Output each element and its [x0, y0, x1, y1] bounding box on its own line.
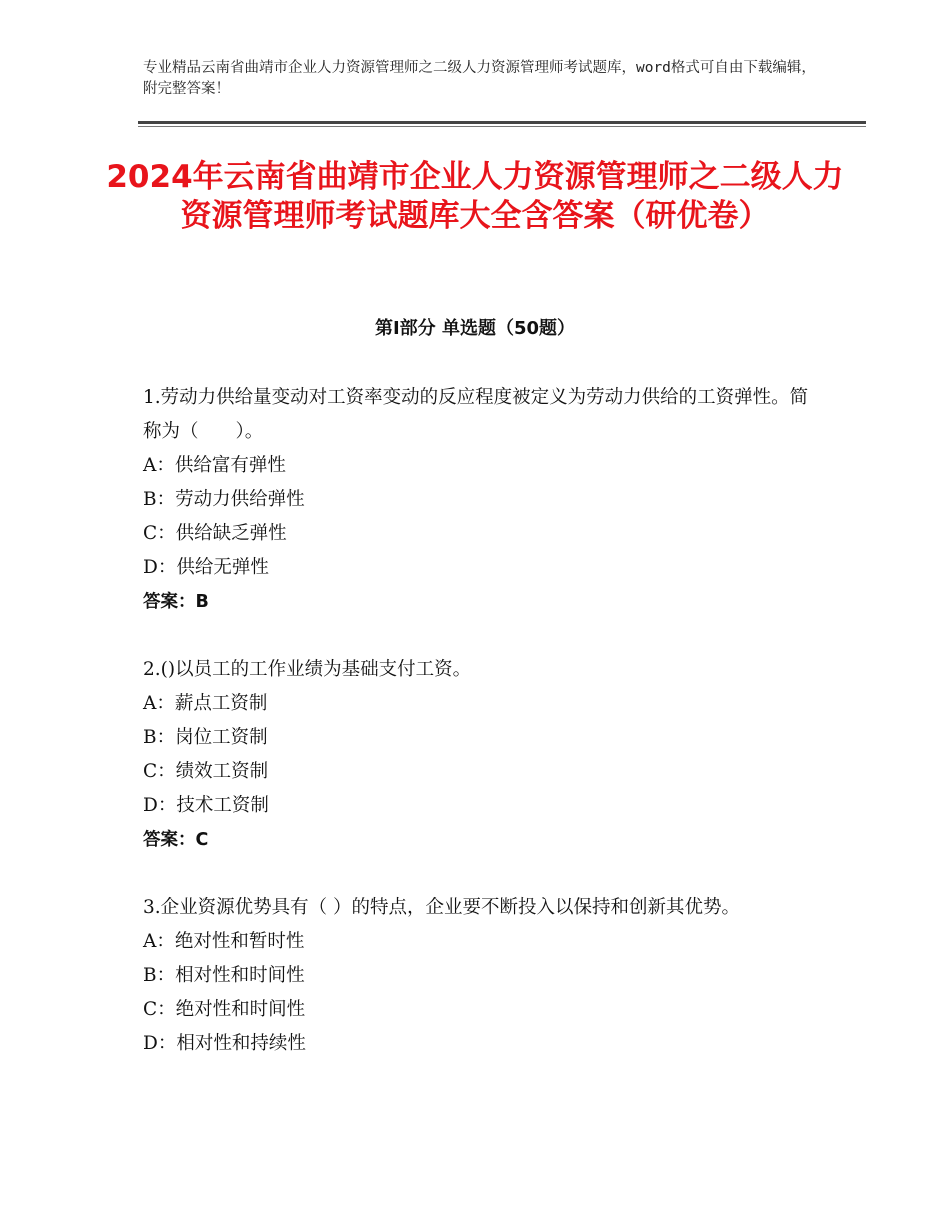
question-stem: 1.劳动力供给量变动对工资率变动的反应程度被定义为劳动力供给的工资弹性。简称为（ ）。	[143, 387, 809, 442]
question-stem: 3.企业资源优势具有（ ）的特点，企业要不断投入以保持和创新其优势。	[143, 897, 741, 918]
option-d: D：技术工资制	[143, 795, 269, 816]
question-1	[143, 381, 823, 619]
section-title: 第Ⅰ部分 单选题（50题）	[374, 318, 575, 339]
option-a: A：薪点工资制	[143, 693, 268, 714]
option-c: C：供给缺乏弹性	[143, 523, 287, 544]
option-a: A：绝对性和暂时性	[143, 931, 305, 952]
header-rule-thin	[138, 126, 866, 127]
option-b: B：劳动力供给弹性	[143, 489, 305, 510]
option-d: D：供给无弹性	[143, 557, 269, 578]
question-2	[143, 653, 823, 857]
answer: 答案：B	[143, 592, 209, 612]
option-d: D：相对性和持续性	[143, 1033, 306, 1054]
question-stem: 2.()以员工的工作业绩为基础支付工资。	[143, 659, 472, 680]
header-note: 专业精品云南省曲靖市企业人力资源管理师之二级人力资源管理师考试题库，word格式可自由下载编辑，附完整答案！	[143, 60, 816, 97]
header-rule-thick	[138, 121, 866, 124]
option-b: B：相对性和时间性	[143, 965, 305, 986]
question-list	[143, 381, 823, 1095]
question-3	[143, 891, 823, 1061]
option-a: A：供给富有弹性	[143, 455, 286, 476]
answer: 答案：C	[143, 830, 209, 850]
document-title: 2024年云南省曲靖市企业人力资源管理师之二级人力资源管理师考试题库大全含答案（研优卷）	[106, 159, 844, 234]
option-c: C：绩效工资制	[143, 761, 269, 782]
option-c: C：绝对性和时间性	[143, 999, 306, 1020]
option-b: B：岗位工资制	[143, 727, 268, 748]
